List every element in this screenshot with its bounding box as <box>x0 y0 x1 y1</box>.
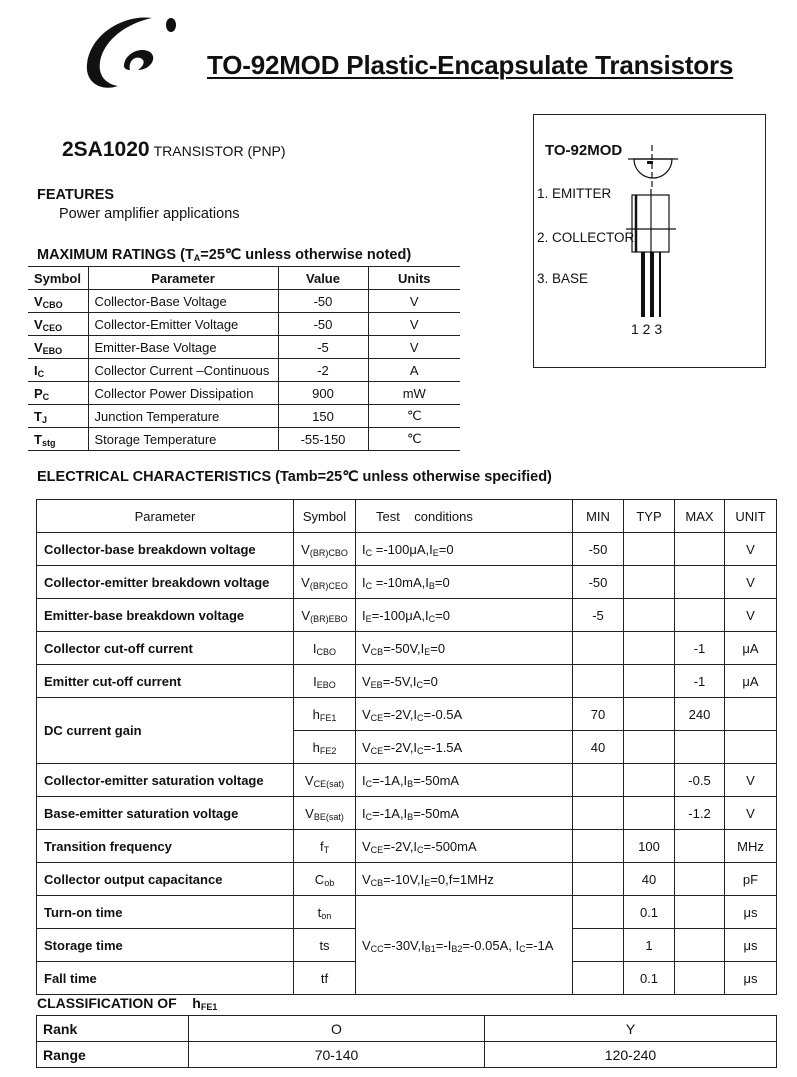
text-segment: V <box>301 541 310 557</box>
document-title: TO-92MOD Plastic-Encapsulate Transistors <box>207 50 734 80</box>
table-row <box>28 336 460 359</box>
text-segment: T <box>34 431 42 447</box>
text-segment: =-50mA <box>413 805 460 821</box>
subscript: T <box>323 844 330 855</box>
max-cell <box>675 929 725 962</box>
max-cell: -0.5 <box>675 764 725 797</box>
table-row <box>37 632 777 665</box>
text-segment: I <box>362 805 366 821</box>
parameter-cell: Fall time <box>37 962 294 995</box>
max-cell <box>675 962 725 995</box>
subscript: C <box>417 745 424 756</box>
column-header: Symbol <box>294 500 356 533</box>
text-segment: =-0.5A <box>423 706 463 722</box>
parameter-cell: Base-emitter saturation voltage <box>37 797 294 830</box>
symbol-cell <box>28 428 88 451</box>
text-segment: P <box>34 385 43 401</box>
parameter-cell: DC current gain <box>37 698 294 764</box>
subscript: J <box>41 414 47 425</box>
text-segment: I <box>312 640 317 656</box>
table-row <box>37 1042 777 1068</box>
subscript: E <box>365 613 372 624</box>
value-cell: -50 <box>278 313 368 336</box>
pin-numbers: 1 2 3 <box>631 321 663 337</box>
text-segment: V <box>362 871 371 887</box>
unit-cell: V <box>725 533 777 566</box>
parameter-cell: Collector-base breakdown voltage <box>37 533 294 566</box>
symbol-cell <box>294 566 356 599</box>
unit-cell: V <box>725 764 777 797</box>
symbol-cell <box>294 962 356 995</box>
table-row <box>37 599 777 632</box>
unit-cell: μs <box>725 962 777 995</box>
table-row <box>37 1016 777 1042</box>
unit-cell: V <box>725 599 777 632</box>
text-segment: V <box>34 293 43 309</box>
heading-sub: A <box>193 253 201 263</box>
column-header: Units <box>368 267 460 290</box>
subscript: C <box>428 613 436 624</box>
subscript: CB <box>370 877 384 888</box>
symbol-cell <box>294 533 356 566</box>
typ-cell <box>624 533 675 566</box>
min-cell <box>573 830 624 863</box>
subscript: EB <box>370 679 383 690</box>
column-header: Parameter <box>37 500 294 533</box>
symbol-cell <box>294 830 356 863</box>
features-heading: FEATURES <box>37 187 115 203</box>
text-segment: =-500mA <box>423 838 477 854</box>
text-segment: =-1.5A <box>423 739 463 755</box>
column-header: Value <box>278 267 368 290</box>
table-row <box>28 382 460 405</box>
subscript: (BR)CEO <box>309 580 348 591</box>
parameter-cell: Collector output capacitance <box>37 863 294 896</box>
min-cell <box>573 764 624 797</box>
value-cell: -5 <box>278 336 368 359</box>
parameter-cell: Emitter-Base Voltage <box>88 336 278 359</box>
subscript: B <box>407 811 414 822</box>
value-cell: -55-150 <box>278 428 368 451</box>
symbol-cell <box>294 797 356 830</box>
table-row <box>37 896 777 929</box>
text-segment: =0 <box>438 541 454 557</box>
part-description: TRANSISTOR (PNP) <box>153 143 286 159</box>
symbol-cell <box>28 382 88 405</box>
symbol-cell <box>294 665 356 698</box>
electrical-characteristics-table <box>36 499 777 995</box>
typ-cell <box>624 599 675 632</box>
subscript: C <box>365 778 373 789</box>
value-cell: 70-140 <box>189 1042 485 1068</box>
max-cell <box>675 731 725 764</box>
conditions-cell <box>356 665 573 698</box>
text-segment: I <box>362 574 366 590</box>
subscript: CE <box>370 712 384 723</box>
value-cell: 120-240 <box>485 1042 777 1068</box>
parameter-cell: Emitter-base breakdown voltage <box>37 599 294 632</box>
text-segment: V <box>301 574 310 590</box>
text-segment: =-50V,I <box>383 640 425 656</box>
parameter-cell: Collector-Emitter Voltage <box>88 313 278 336</box>
text-segment: =0,f=1MHz <box>430 871 494 887</box>
max-cell <box>675 863 725 896</box>
min-cell <box>573 665 624 698</box>
text-segment: =-I <box>435 937 452 953</box>
classification-table <box>36 1015 777 1068</box>
unit-cell: V <box>725 797 777 830</box>
subscript: FE2 <box>319 745 337 756</box>
subscript: B1 <box>424 943 436 954</box>
table-row <box>37 566 777 599</box>
value-cell: -2 <box>278 359 368 382</box>
max-cell: -1 <box>675 632 725 665</box>
units-cell: V <box>368 290 460 313</box>
column-header: Symbol <box>28 267 88 290</box>
heading-sub: FE1 <box>200 1002 218 1012</box>
feature-item: Power amplifier applications <box>59 206 240 222</box>
text-segment: V <box>305 805 314 821</box>
conditions-cell <box>356 896 573 995</box>
subscript: CE <box>370 844 384 855</box>
min-cell <box>573 896 624 929</box>
text-segment: I <box>313 673 317 689</box>
text-segment: V <box>34 316 43 332</box>
unit-cell: μA <box>725 665 777 698</box>
text-segment: V <box>301 607 311 623</box>
typ-cell: 100 <box>624 830 675 863</box>
subscript: C <box>365 580 373 591</box>
units-cell: V <box>368 336 460 359</box>
table-row <box>37 533 777 566</box>
typ-cell: 1 <box>624 929 675 962</box>
value-cell: Y <box>485 1016 777 1042</box>
parameter-cell: Turn-on time <box>37 896 294 929</box>
parameter-cell: Transition frequency <box>37 830 294 863</box>
subscript: CC <box>370 943 384 954</box>
column-header: Parameter <box>88 267 278 290</box>
text-segment: V <box>362 739 371 755</box>
conditions-cell <box>356 599 573 632</box>
subscript: C <box>37 368 45 379</box>
parameter-cell: Collector cut-off current <box>37 632 294 665</box>
column-header: TYP <box>624 500 675 533</box>
subscript: C <box>417 712 424 723</box>
table-row <box>37 665 777 698</box>
pin-label-base: 3. BASE <box>537 271 589 286</box>
subscript: CE <box>370 745 384 756</box>
subscript: BE(sat) <box>313 811 344 822</box>
min-cell: 40 <box>573 731 624 764</box>
heading-text: =25℃ unless otherwise noted) <box>200 247 412 263</box>
subscript: (BR)CBO <box>309 547 348 558</box>
text-segment: =-1A,I <box>372 805 408 821</box>
min-cell <box>573 929 624 962</box>
text-segment: =-50mA <box>413 772 460 788</box>
part-heading <box>62 138 286 162</box>
parameter-cell: Collector Power Dissipation <box>88 382 278 405</box>
subscript: CBO <box>42 299 63 310</box>
subscript: B <box>428 580 435 591</box>
text-segment: I <box>362 541 366 557</box>
table-row <box>37 830 777 863</box>
typ-cell <box>624 698 675 731</box>
symbol-cell <box>294 731 356 764</box>
heading-text: MAXIMUM RATINGS (T <box>37 247 194 263</box>
company-logo <box>84 12 184 90</box>
min-cell: -50 <box>573 533 624 566</box>
subscript: CB <box>370 646 384 657</box>
classification-heading <box>37 995 217 1011</box>
package-diagram <box>533 114 766 368</box>
text-segment: V <box>362 706 371 722</box>
symbol-cell <box>294 599 356 632</box>
units-cell: mW <box>368 382 460 405</box>
max-cell: -1.2 <box>675 797 725 830</box>
symbol-cell <box>28 336 88 359</box>
max-cell <box>675 533 725 566</box>
text-segment: V <box>34 339 43 355</box>
min-cell: 70 <box>573 698 624 731</box>
subscript: E <box>424 877 431 888</box>
row-label: Range <box>37 1042 189 1068</box>
row-label: Rank <box>37 1016 189 1042</box>
units-cell: A <box>368 359 460 382</box>
subscript: E <box>424 646 431 657</box>
subscript: C <box>42 391 50 402</box>
text-segment: h <box>312 739 320 755</box>
text-segment: =-100μA,I <box>372 541 433 557</box>
typ-cell <box>624 632 675 665</box>
typ-cell: 0.1 <box>624 896 675 929</box>
conditions-cell <box>356 632 573 665</box>
text-segment: V <box>362 640 371 656</box>
units-cell: ℃ <box>368 428 460 451</box>
typ-cell <box>624 731 675 764</box>
subscript: FE1 <box>319 712 337 723</box>
subscript: CE(sat) <box>313 778 345 789</box>
conditions-cell <box>356 566 573 599</box>
heading-text: CLASSIFICATION OF h <box>37 995 201 1011</box>
units-cell: V <box>368 313 460 336</box>
max-cell <box>675 830 725 863</box>
min-cell <box>573 962 624 995</box>
table-row <box>37 698 777 731</box>
electrical-heading: ELECTRICAL CHARACTERISTICS (Tamb=25℃ unless otherwise specified) <box>37 469 552 485</box>
subscript: CBO <box>316 646 337 657</box>
text-segment: ts <box>319 937 330 953</box>
symbol-cell <box>28 359 88 382</box>
text-segment: =-2V,I <box>383 739 418 755</box>
unit-cell <box>725 698 777 731</box>
text-segment: =-10mA,I <box>372 574 429 590</box>
subscript: EBO <box>42 345 63 356</box>
parameter-cell: Storage time <box>37 929 294 962</box>
conditions-cell <box>356 863 573 896</box>
value-cell: 150 <box>278 405 368 428</box>
parameter-cell: Collector-emitter breakdown voltage <box>37 566 294 599</box>
column-header: UNIT <box>725 500 777 533</box>
subscript: C <box>519 943 526 954</box>
text-segment: V <box>362 937 371 953</box>
value-cell: 900 <box>278 382 368 405</box>
typ-cell: 40 <box>624 863 675 896</box>
conditions-cell <box>356 797 573 830</box>
parameter-cell: Emitter cut-off current <box>37 665 294 698</box>
subscript: B <box>407 778 414 789</box>
symbol-cell <box>294 929 356 962</box>
subscript: C <box>416 679 424 690</box>
text-segment: =0 <box>434 574 450 590</box>
max-ratings-table <box>28 266 460 451</box>
subscript: B2 <box>451 943 463 954</box>
table-row <box>28 313 460 336</box>
text-segment: f <box>319 838 324 854</box>
text-segment: =0 <box>423 673 438 689</box>
text-segment: =0 <box>435 607 450 623</box>
text-segment: C <box>314 871 325 887</box>
conditions-cell <box>356 698 573 731</box>
subscript: E <box>432 547 439 558</box>
text-segment: T <box>34 408 42 424</box>
text-segment: =-2V,I <box>383 838 418 854</box>
min-cell: -5 <box>573 599 624 632</box>
table-row <box>37 863 777 896</box>
conditions-cell <box>356 533 573 566</box>
subscript: C <box>417 844 424 855</box>
min-cell <box>573 797 624 830</box>
table-row <box>28 290 460 313</box>
text-segment: tf <box>320 970 329 986</box>
subscript: EBO <box>316 679 336 690</box>
table-header-row <box>37 500 777 533</box>
parameter-cell: Junction Temperature <box>88 405 278 428</box>
typ-cell: 0.1 <box>624 962 675 995</box>
max-cell <box>675 896 725 929</box>
text-segment: =-10V,I <box>383 871 425 887</box>
text-segment: =0 <box>430 640 446 656</box>
unit-cell: μs <box>725 929 777 962</box>
text-segment: =-0.05A, I <box>462 937 520 953</box>
max-cell: -1 <box>675 665 725 698</box>
table-row <box>37 797 777 830</box>
parameter-cell: Collector-Base Voltage <box>88 290 278 313</box>
unit-cell: μA <box>725 632 777 665</box>
parameter-cell: Collector-emitter saturation voltage <box>37 764 294 797</box>
text-segment: V <box>362 838 371 854</box>
unit-cell: MHz <box>725 830 777 863</box>
table-row <box>28 359 460 382</box>
subscript: C <box>365 811 373 822</box>
units-cell: ℃ <box>368 405 460 428</box>
text-segment: V <box>362 673 371 689</box>
conditions-cell <box>356 764 573 797</box>
parameter-cell: Storage Temperature <box>88 428 278 451</box>
unit-cell: μs <box>725 896 777 929</box>
subscript: stg <box>41 437 56 448</box>
subscript: (BR)EBO <box>310 613 348 624</box>
part-number: 2SA1020 <box>62 138 150 161</box>
symbol-cell <box>28 290 88 313</box>
text-segment: h <box>312 706 320 722</box>
text-segment: I <box>362 607 366 623</box>
text-segment: =-1A,I <box>372 772 408 788</box>
symbol-cell <box>294 896 356 929</box>
typ-cell <box>624 566 675 599</box>
unit-cell: pF <box>725 863 777 896</box>
text-segment: t <box>317 904 322 920</box>
value-cell: O <box>189 1016 485 1042</box>
table-row <box>28 405 460 428</box>
table-row <box>28 428 460 451</box>
column-header: MAX <box>675 500 725 533</box>
text-segment: =-2V,I <box>383 706 418 722</box>
typ-cell <box>624 665 675 698</box>
column-header: Test conditions <box>356 500 573 533</box>
min-cell <box>573 863 624 896</box>
unit-cell <box>725 731 777 764</box>
table-row <box>37 764 777 797</box>
column-header: MIN <box>573 500 624 533</box>
text-segment: =-100μA,I <box>371 607 429 623</box>
symbol-cell <box>294 632 356 665</box>
pin-label-collector: 2. COLLECTOR <box>537 230 635 245</box>
subscript: ob <box>324 877 335 888</box>
typ-cell <box>624 764 675 797</box>
table-header-row <box>28 267 460 290</box>
conditions-cell <box>356 830 573 863</box>
conditions-cell <box>356 731 573 764</box>
symbol-cell <box>28 313 88 336</box>
text-segment: =-1A <box>525 937 554 953</box>
min-cell <box>573 632 624 665</box>
symbol-cell <box>294 698 356 731</box>
subscript: on <box>321 910 332 921</box>
max-ratings-heading <box>37 247 411 263</box>
symbol-cell <box>294 764 356 797</box>
subscript: CEO <box>42 322 63 333</box>
text-segment: =-30V,I <box>383 937 425 953</box>
typ-cell <box>624 797 675 830</box>
subscript: C <box>365 547 373 558</box>
text-segment: I <box>362 772 366 788</box>
max-cell: 240 <box>675 698 725 731</box>
transistor-outline-icon <box>624 145 684 325</box>
unit-cell: V <box>725 566 777 599</box>
text-segment: V <box>304 772 314 788</box>
min-cell: -50 <box>573 566 624 599</box>
symbol-cell <box>28 405 88 428</box>
package-name: TO-92MOD <box>545 142 623 159</box>
parameter-cell: Collector Current –Continuous <box>88 359 278 382</box>
value-cell: -50 <box>278 290 368 313</box>
symbol-cell <box>294 863 356 896</box>
max-cell <box>675 599 725 632</box>
pin-label-emitter: 1. EMITTER <box>537 186 612 201</box>
text-segment: I <box>34 362 38 378</box>
text-segment: =-5V,I <box>382 673 417 689</box>
max-cell <box>675 566 725 599</box>
